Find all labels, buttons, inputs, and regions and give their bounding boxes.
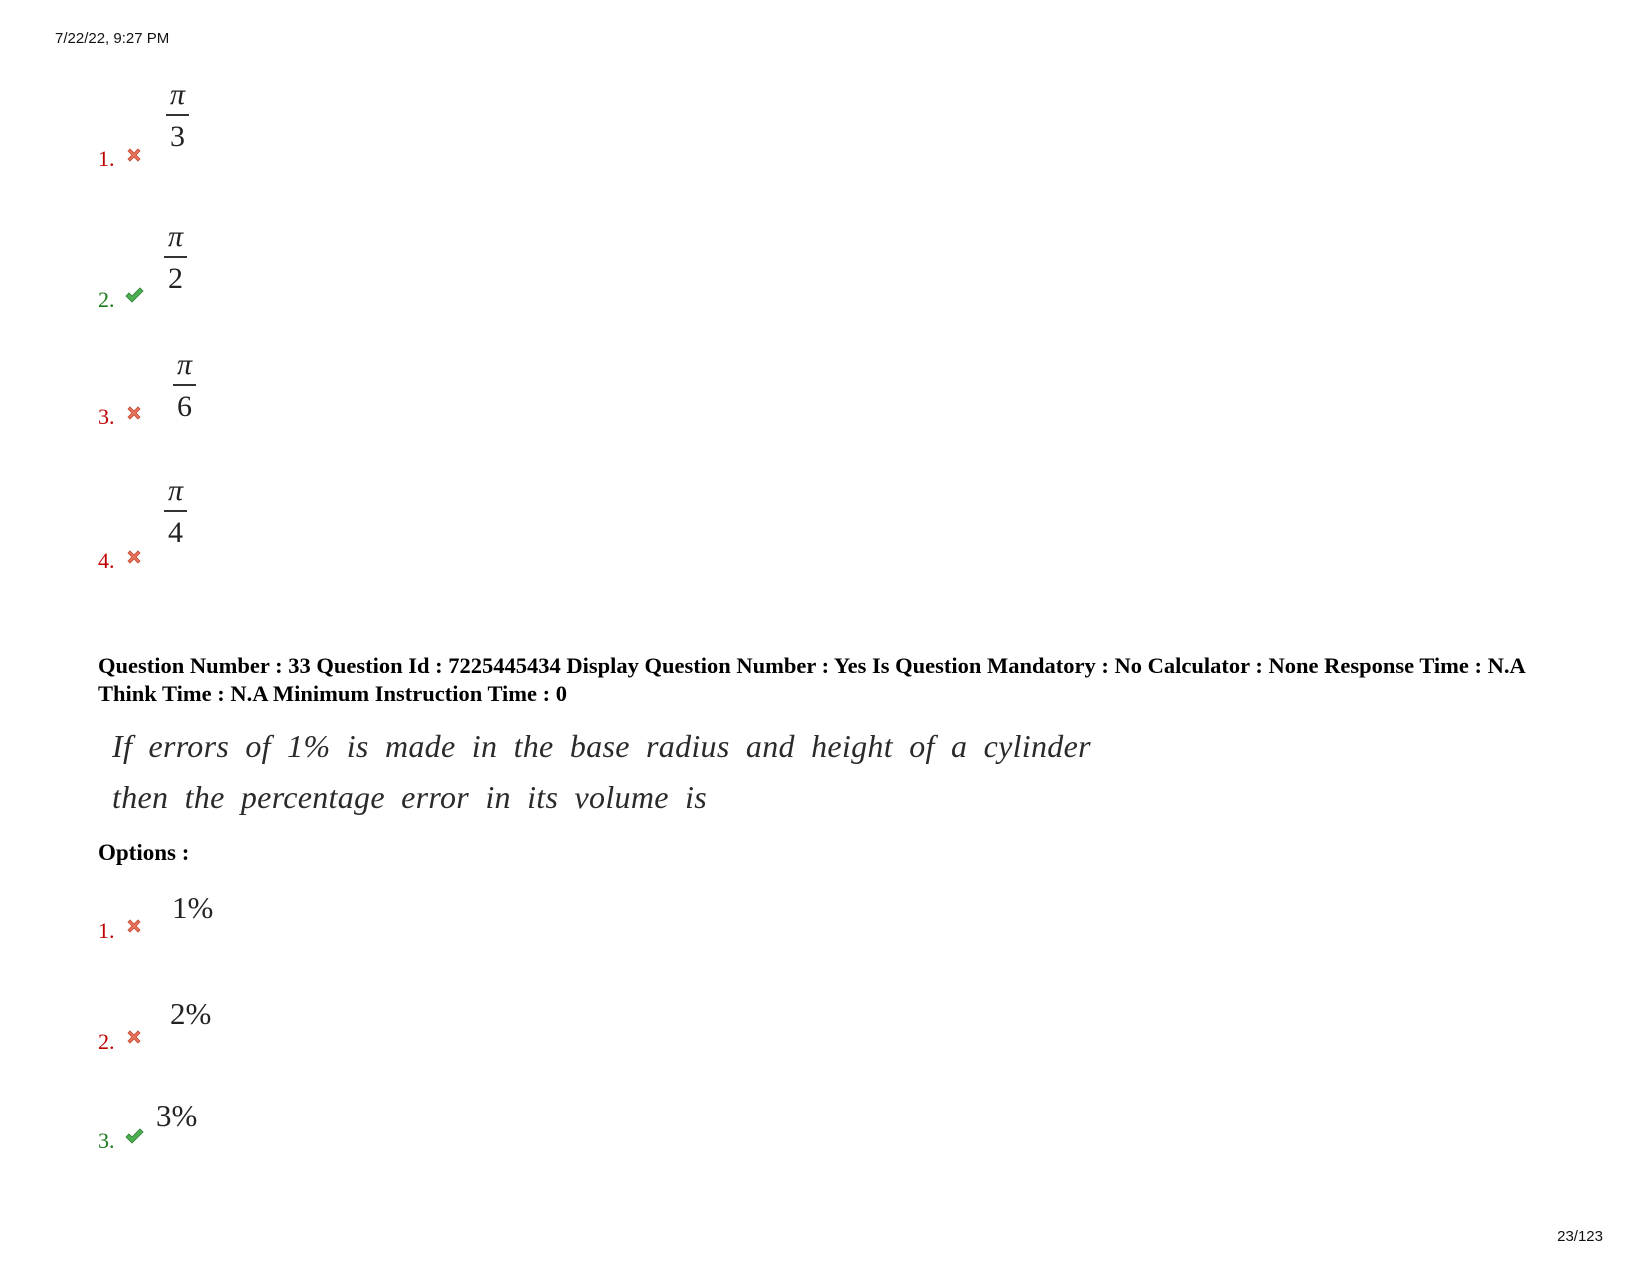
question-text-line-1: If errors of 1% is made in the base radius and height of a cylinder [112, 728, 1091, 764]
fraction-numerator: π [170, 78, 186, 111]
page-number: 23/123 [1557, 1228, 1603, 1245]
fraction-denominator: 4 [168, 516, 184, 549]
fraction-answer [164, 476, 187, 548]
option-value: 3% [156, 1098, 198, 1133]
question-text-line-2: then the percentage error in its volume is [112, 779, 708, 815]
option-number: 4. [98, 548, 115, 573]
option-number: 1. [98, 146, 115, 171]
print-timestamp: 7/22/22, 9:27 PM [55, 30, 170, 47]
fraction-numerator: π [168, 220, 184, 253]
fraction-answer [164, 222, 187, 294]
cross-icon [124, 145, 144, 165]
fraction-answer [173, 350, 196, 422]
cross-icon [124, 1027, 144, 1047]
cross-icon [124, 547, 144, 567]
option-value: 1% [172, 890, 214, 925]
fraction-bar [166, 114, 189, 116]
fraction-answer [166, 80, 189, 152]
check-icon [124, 285, 144, 305]
question-metadata: Question Number : 33 Question Id : 7225445434 Display Question Number : Yes Is Question Mandatory : No Calculator : None Response Time : N.A Think Time : N.A Minimum Instruction Time : 0 [98, 653, 1525, 706]
fraction-bar [164, 256, 187, 258]
fraction-denominator: 3 [170, 120, 186, 153]
fraction-bar [164, 510, 187, 512]
fraction-numerator: π [168, 474, 184, 507]
fraction-denominator: 6 [177, 390, 193, 423]
fraction-numerator: π [177, 348, 193, 381]
option-value: 2% [170, 996, 212, 1031]
check-icon [124, 1126, 144, 1146]
option-number: 3. [98, 404, 115, 429]
fraction-bar [173, 384, 196, 386]
cross-icon [124, 916, 144, 936]
fraction-denominator: 2 [168, 262, 184, 295]
option-number: 3. [98, 1128, 115, 1153]
options-heading: Options : [98, 840, 190, 865]
cross-icon [124, 403, 144, 423]
option-number: 1. [98, 918, 115, 943]
option-number: 2. [98, 1029, 115, 1054]
option-number: 2. [98, 287, 115, 312]
